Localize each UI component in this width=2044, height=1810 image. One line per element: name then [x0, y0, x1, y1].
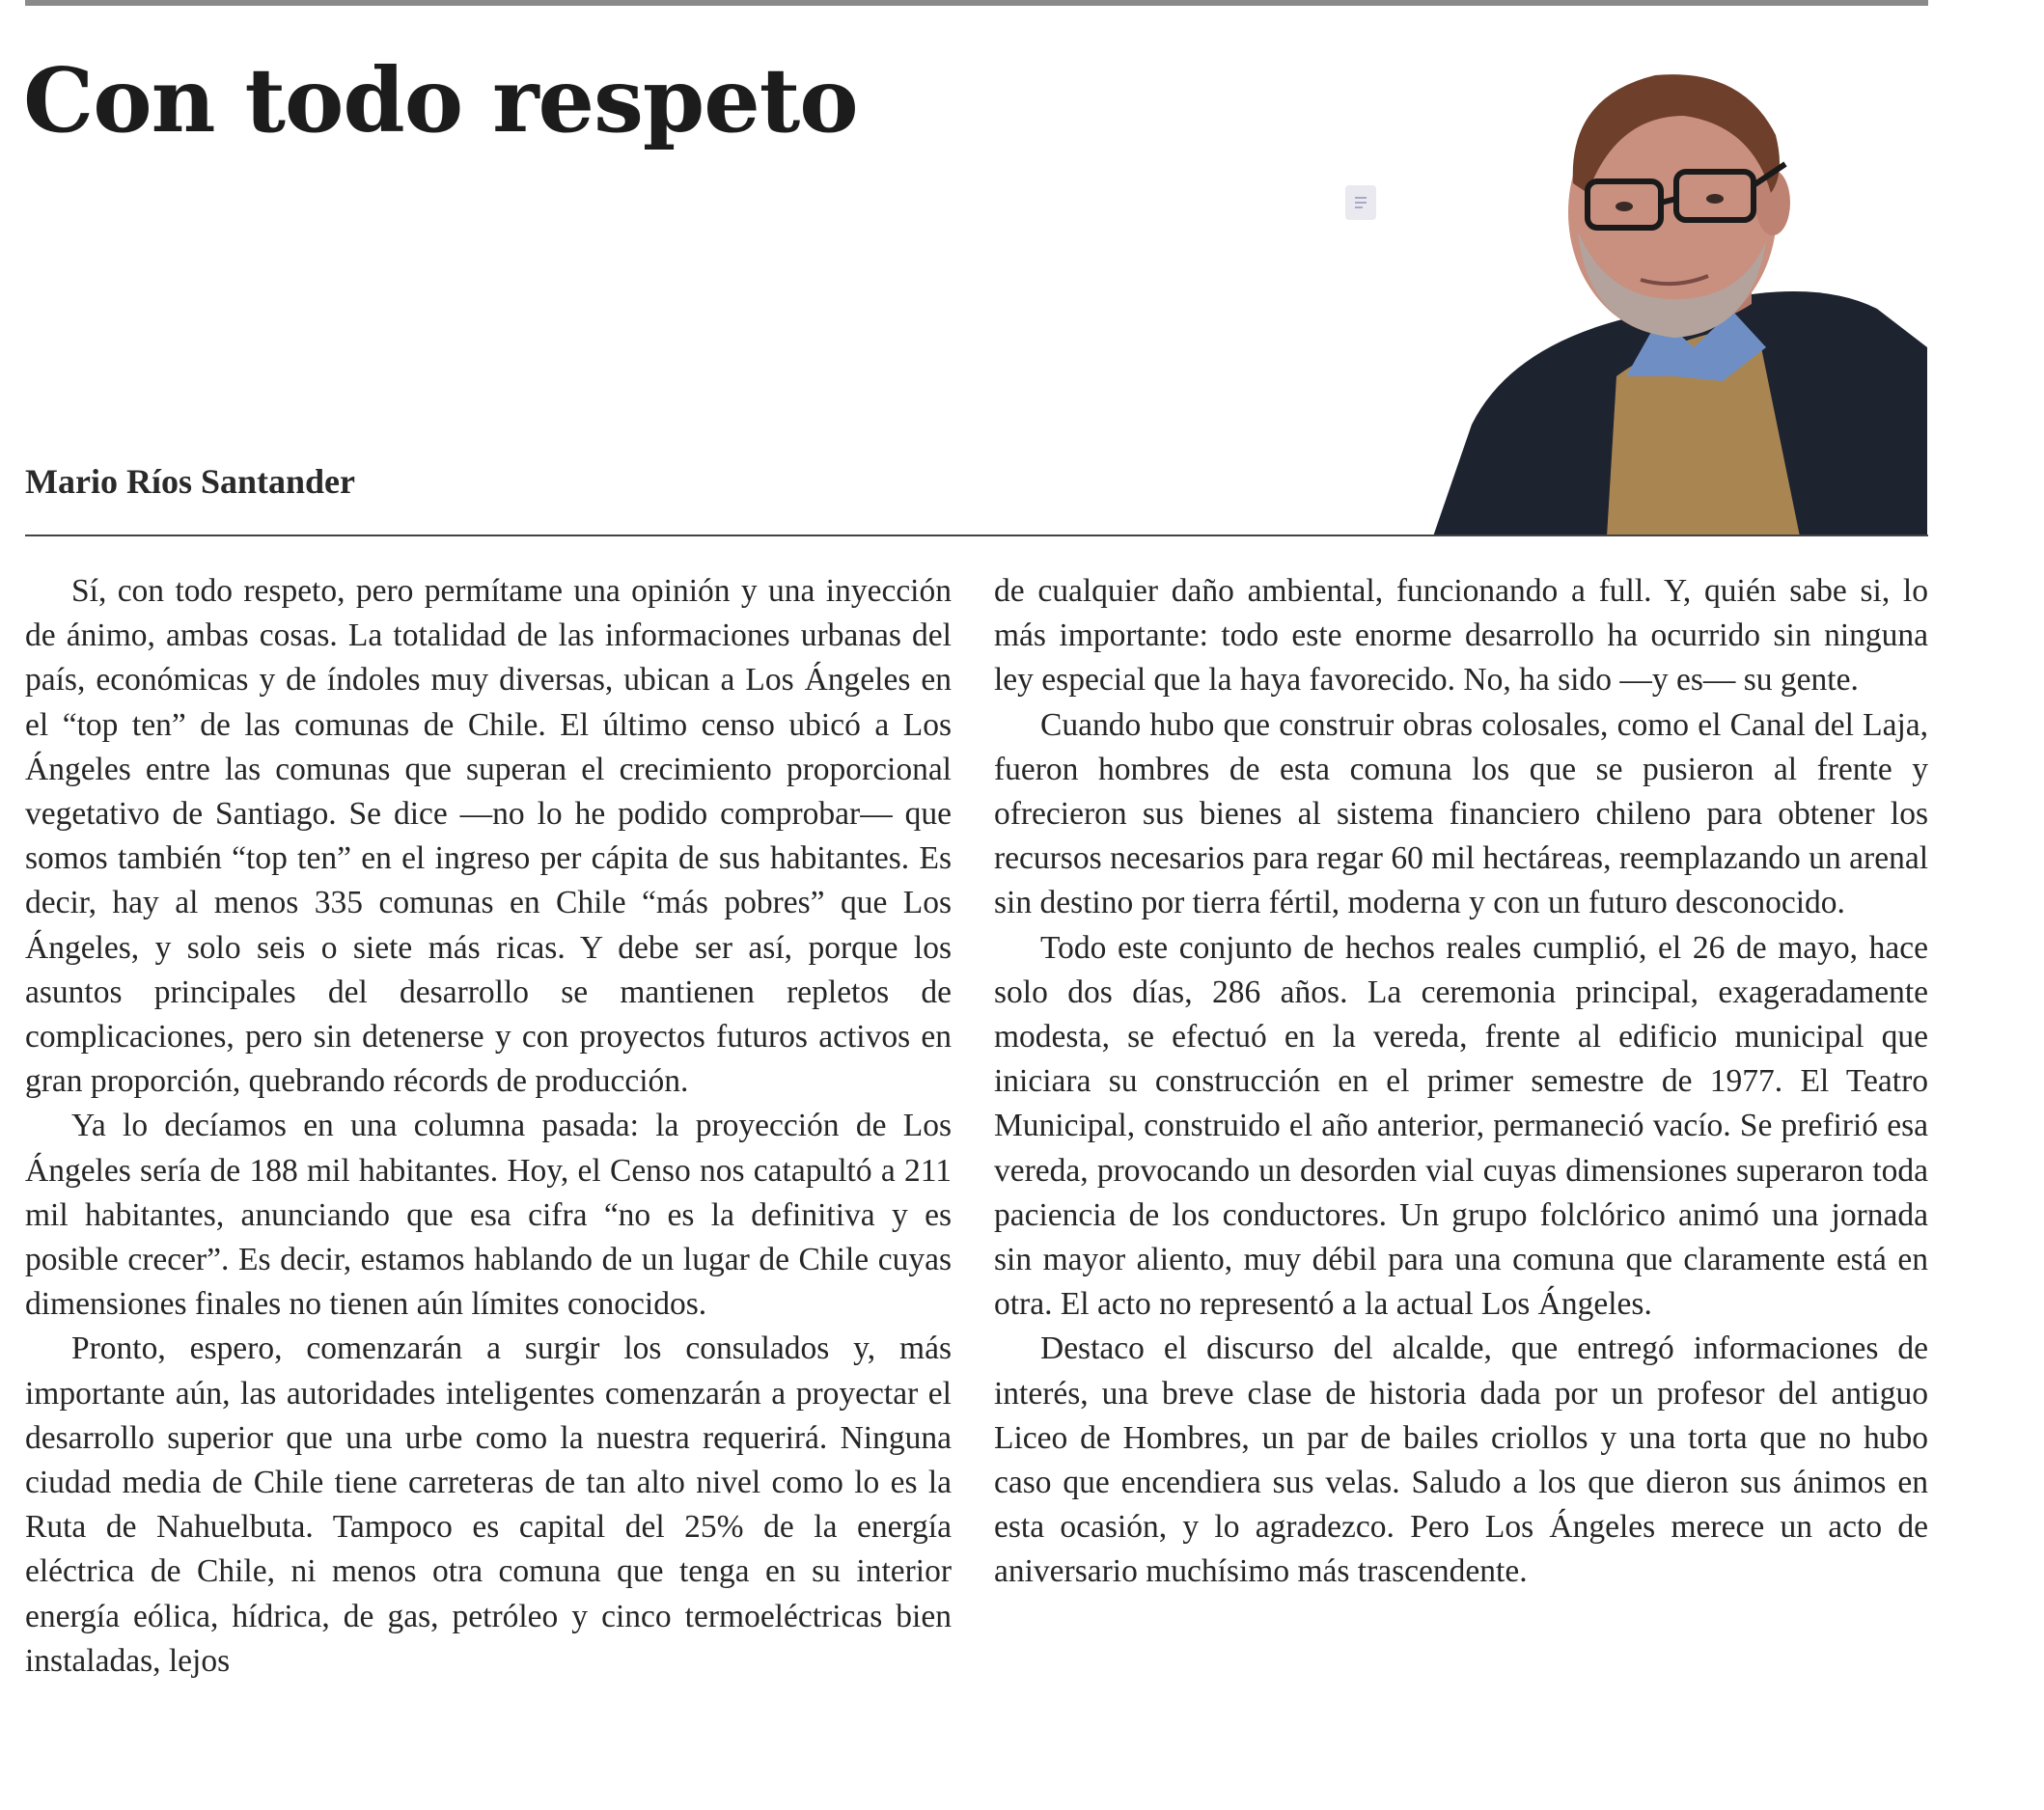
left-column	[25, 569, 952, 1684]
paragraph: Destaco el discurso del alcalde, que entregó informaciones de interés, una breve clase de historia dada por un profesor del antiguo Liceo de Hombres, un par de bailes criollos y una torta que no hubo caso que encendiera sus velas. Saludo a los que dieron sus ánimos en esta ocasión, y lo agradezco. Pero Los Ángeles merece un acto de aniversario muchísimo más trascendente.	[994, 1330, 1928, 1590]
note-icon[interactable]	[1345, 185, 1376, 220]
right-column	[994, 569, 1928, 1595]
paragraph: Cuando hubo que construir obras colosales, como el Canal del Laja, fueron hombres de esta comuna los que se pusieron al frente y ofrecieron sus bienes al sistema financiero chileno para obtener los recursos necesarios para regar 60 mil hectáreas, reemplazando un arenal sin destino por tierra fértil, moderna y con un futuro desconocido.	[994, 706, 1928, 921]
top-rule	[25, 0, 1928, 6]
paragraph: Ya lo decíamos en una columna pasada: la proyección de Los Ángeles sería de 188 mil habitantes. Hoy, el Censo nos catapultó a 211 mil habitantes, anunciando que esa cifra “no es la definitiva y es posible crecer”. Es decir, estamos hablando de un lugar de Chile cuyas dimensiones finales no tienen aún límites conocidos.	[25, 1108, 952, 1323]
paragraph: Todo este conjunto de hechos reales cumplió, el 26 de mayo, hace solo dos días, 286 años. La ceremonia principal, exageradamente modesta, se efectuó en la vereda, frente al edificio municipal que iniciara su construcción en el primer semestre de 1977. El Teatro Municipal, construido el año anterior, permaneció vacío. Se prefirió esa vereda, provocando un desorden vial cuyas dimensiones superaron toda paciencia de los conductores. Un grupo folclórico animó una jornada sin mayor aliento, muy débil para una comuna que claramente está en otra. El acto no representó a la actual Los Ángeles.	[994, 929, 1928, 1323]
paragraph: Sí, con todo respeto, pero permítame una opinión y una inyección de ánimo, ambas cosas. La totalidad de las informaciones urbanas del país, económicas y de índoles muy diversas, ubican a Los Ángeles en el “top ten” de las comunas de Chile. El último censo ubicó a Los Ángeles entre las comunas que superan el crecimiento proporcional vegetativo de Santiago. Se dice —no lo he podido comprobar— que somos también “top ten” en el ingreso per cápita de sus habitantes. Es decir, hay al menos 335 comunas en Chile “más pobres” que Los Ángeles, y solo seis o siete más ricas. Y debe ser así, porque los asuntos principales del desarrollo se mantienen repletos de complicaciones, pero sin detenerse y con proyectos futuros activos en gran proporción, quebrando récords de producción.	[25, 573, 952, 1100]
paragraph: Pronto, espero, comenzarán a surgir los consulados y, más importante aún, las autoridades inteligentes comenzarán a proyectar el desarrollo superior que una urbe como la nuestra requerirá. Ninguna ciudad media de Chile tiene carreteras de tan alto nivel como lo es la Ruta de Nahuelbuta. Tampoco es capital del 25% de la energía eléctrica de Chile, ni menos otra comuna que tenga en su interior energía eólica, hídrica, de gas, petróleo y cinco termoeléctricas bien instaladas, lejos	[25, 1330, 952, 1679]
article-title: Con todo respeto	[23, 48, 858, 152]
author-byline: Mario Ríos Santander	[25, 462, 355, 501]
header-divider	[25, 535, 1928, 536]
paragraph-continuation: de cualquier daño ambiental, funcionando a full. Y, quién sabe si, lo más importante: todo este enorme desarrollo ha ocurrido sin ninguna ley especial que la haya favorecido. No, ha sido —y es— su gente.	[994, 573, 1928, 699]
author-portrait	[1433, 58, 1927, 536]
